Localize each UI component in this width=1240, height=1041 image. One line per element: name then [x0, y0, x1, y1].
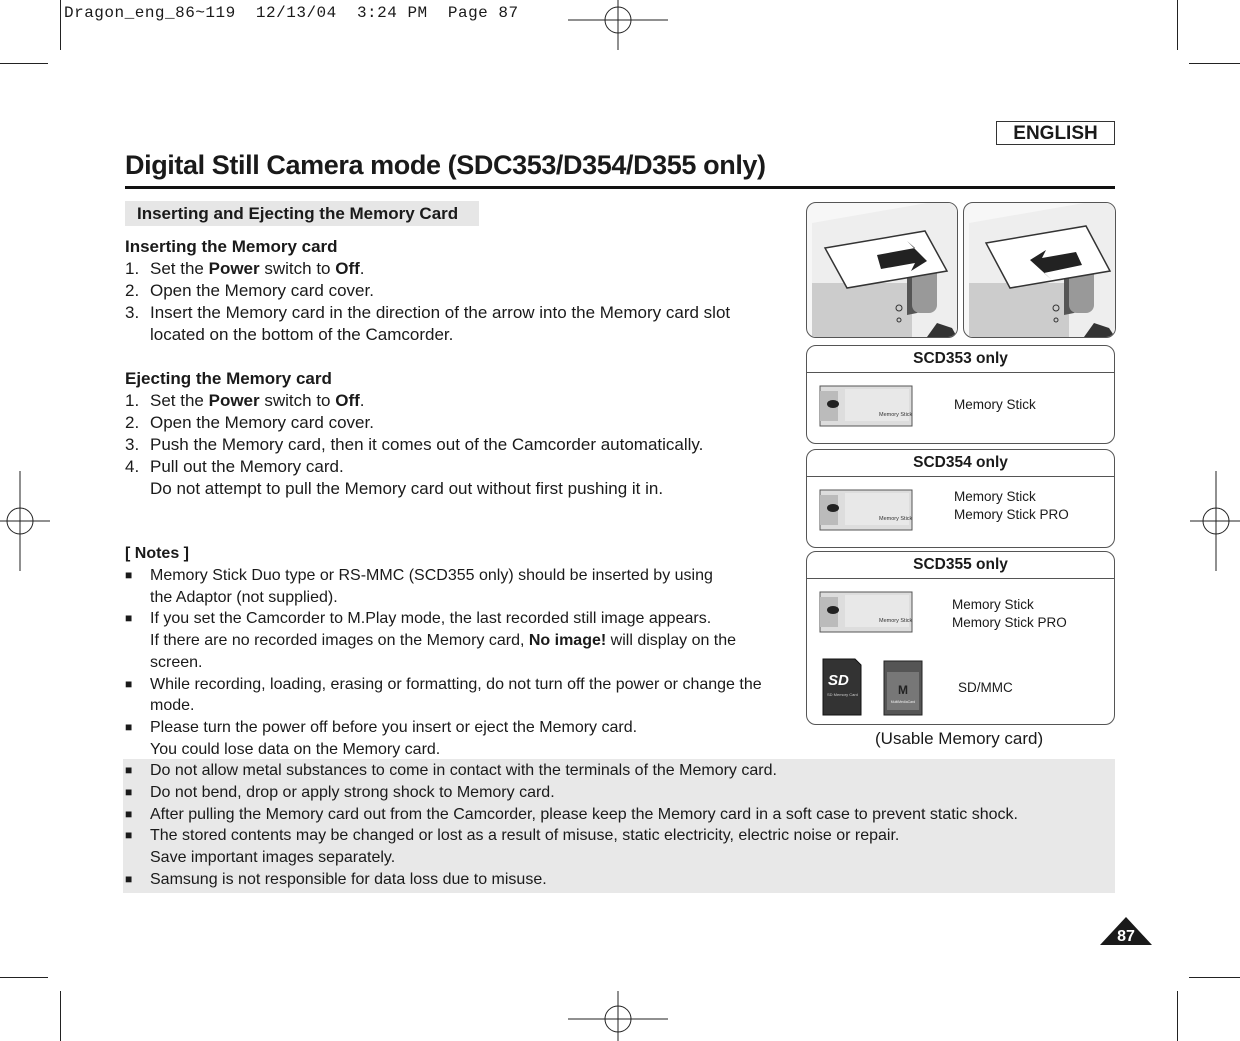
scd355-card-box — [806, 551, 1115, 725]
note-item: ■ While recording, loading, erasing or formatting, do not turn off the power or change the mode. — [125, 675, 762, 715]
scd353-title: SCD353 only — [807, 346, 1114, 373]
page-title: Digital Still Camera mode (SDC353/D354/D355 only) — [125, 150, 766, 180]
insert-illustration — [806, 202, 958, 338]
scd355-title: SCD355 only — [807, 552, 1114, 579]
ejecting-step-4: 4. Pull out the Memory card. Do not attempt to pull the Memory card out without first pushing it in. — [125, 457, 664, 498]
mmc-card-icon — [883, 660, 923, 716]
title-rule — [125, 186, 1115, 189]
page-number: 87 — [1117, 928, 1135, 945]
print-slug: Dragon_eng_86~119 12/13/04 3:24 PM Page 87 — [64, 4, 519, 22]
section-title: Inserting and Ejecting the Memory Card — [125, 201, 479, 226]
page-number-badge — [1100, 917, 1152, 945]
ejecting-step-1: 1. Set the Power switch to Off. — [125, 391, 365, 410]
svg-text:Memory Stick: Memory Stick — [879, 516, 913, 522]
svg-text:SD Memory Card: SD Memory Card — [827, 692, 858, 697]
card-type-label: Memory Stick PRO — [954, 507, 1069, 522]
ejecting-heading: Ejecting the Memory card — [125, 369, 332, 388]
svg-text:Memory Stick: Memory Stick — [879, 618, 913, 624]
svg-text:M: M — [898, 683, 908, 697]
card-type-label: Memory Stick — [952, 597, 1034, 612]
camcorder-slot-eject-drawing — [964, 203, 1115, 337]
note-item: ■ Do not allow metal substances to come in contact with the terminals of the Memory card. — [125, 762, 777, 780]
note-item: ■ Do not bend, drop or apply strong shock to Memory card. — [125, 784, 555, 802]
scd354-card-box — [806, 449, 1115, 548]
memory-stick-icon — [819, 591, 913, 633]
ejecting-step-2: 2. Open the Memory card cover. — [125, 413, 374, 432]
memory-stick-icon — [819, 385, 913, 427]
inserting-step-1: 1. Set the Power switch to Off. — [125, 259, 365, 278]
sd-card-icon — [822, 658, 862, 716]
registration-mark-top — [568, 0, 668, 50]
language-badge: ENGLISH — [996, 121, 1115, 145]
inserting-step-2: 2. Open the Memory card cover. — [125, 281, 374, 300]
note-item: ■ The stored contents may be changed or lost as a result of misuse, static electricity, electric noise or repair. Save important images separately. — [125, 827, 900, 867]
note-item: ■ Please turn the power off before you insert or eject the Memory card. You could lose data on the Memory card. — [125, 718, 638, 758]
usable-memory-card-caption: (Usable Memory card) — [875, 729, 1044, 748]
inserting-heading: Inserting the Memory card — [125, 237, 338, 256]
svg-text:Memory Stick: Memory Stick — [879, 412, 913, 418]
notes-heading: [ Notes ] — [125, 545, 189, 562]
inserting-section — [125, 236, 730, 346]
note-item: ■ If you set the Camcorder to M.Play mode, the last recorded still image appears. If there are no recorded images on the Memory card, No image! will display on the screen. — [125, 610, 737, 671]
eject-illustration — [963, 202, 1116, 338]
card-type-label: SD/MMC — [958, 680, 1013, 695]
scd353-card-box — [806, 345, 1115, 444]
memory-stick-icon — [819, 489, 913, 531]
svg-text:MultiMediaCard: MultiMediaCard — [890, 700, 916, 704]
registration-mark-bottom — [568, 991, 668, 1041]
note-item: ■ After pulling the Memory card out from the Camcorder, please keep the Memory card in a soft case to prevent static shock. — [125, 805, 1018, 823]
camcorder-slot-insert-drawing — [807, 203, 957, 337]
registration-mark-left — [0, 471, 50, 571]
inserting-step-3: 3. Insert the Memory card in the direction of the arrow into the Memory card slot located on the bottom of the Camcorder. — [125, 303, 731, 344]
note-item: ■ Memory Stick Duo type or RS-MMC (SCD355 only) should be inserted by using the Adaptor (not supplied). — [125, 567, 713, 606]
card-type-label: Memory Stick — [954, 397, 1036, 412]
note-item: ■ Samsung is not responsible for data loss due to misuse. — [125, 870, 547, 888]
registration-mark-right — [1190, 471, 1240, 571]
ejecting-section — [125, 368, 703, 500]
scd354-title: SCD354 only — [807, 450, 1114, 477]
card-type-label: Memory Stick — [954, 489, 1036, 504]
ejecting-step-3: 3. Push the Memory card, then it comes out of the Camcorder automatically. — [125, 435, 704, 454]
svg-text:SD: SD — [828, 672, 849, 689]
card-type-label: Memory Stick PRO — [952, 615, 1067, 630]
